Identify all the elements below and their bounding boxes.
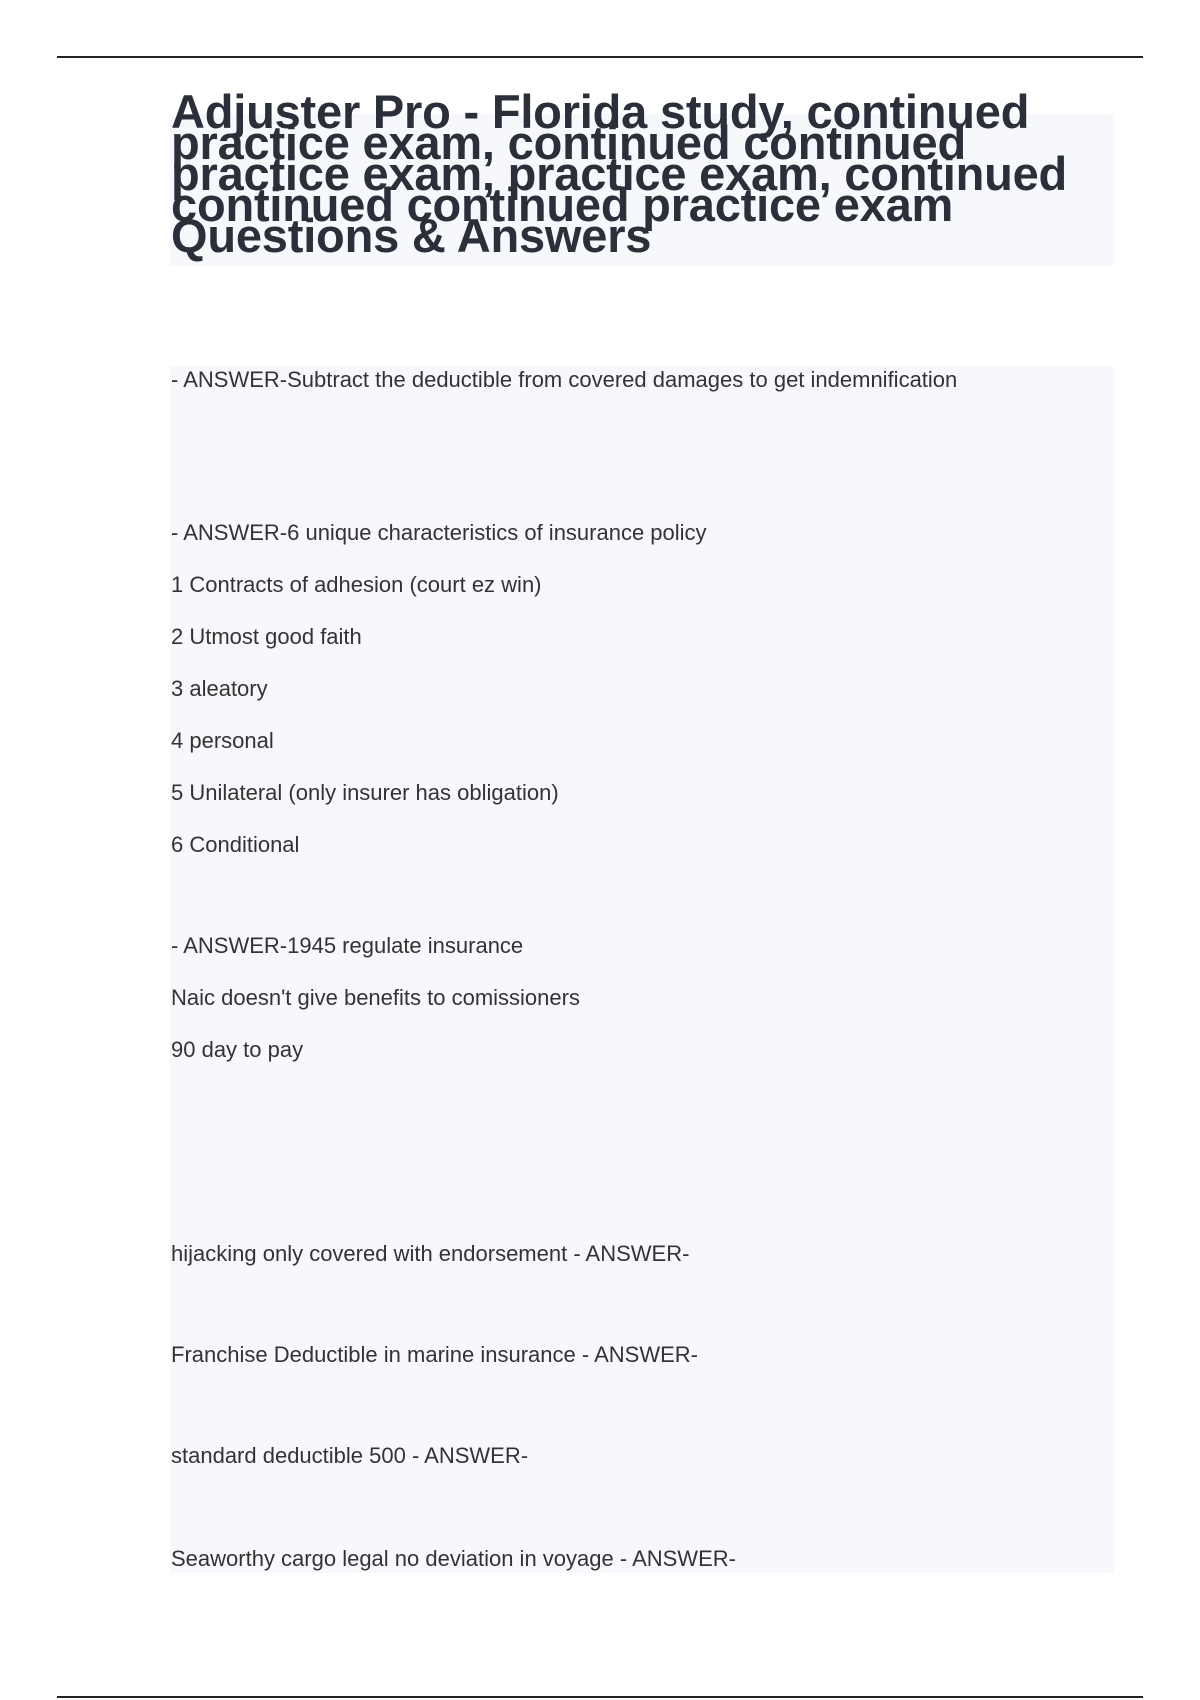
list-item: 4 personal: [171, 728, 274, 753]
question-line: Franchise Deductible in marine insurance - ANSWER-: [171, 1342, 698, 1367]
bottom-rule: [57, 1696, 1143, 1698]
list-item: 3 aleatory: [171, 676, 268, 701]
top-rule: [57, 56, 1143, 58]
answer-line: Naic doesn't give benefits to comissioners: [171, 985, 580, 1010]
answer-line: - ANSWER-6 unique characteristics of insurance policy: [171, 520, 707, 545]
answer-line: 90 day to pay: [171, 1037, 304, 1062]
question-line: Seaworthy cargo legal no deviation in voyage - ANSWER-: [171, 1546, 736, 1571]
question-line: standard deductible 500 - ANSWER-: [171, 1443, 529, 1468]
answer-line: - ANSWER-Subtract the deductible from covered damages to get indemnification: [171, 367, 958, 392]
list-item: 2 Utmost good faith: [171, 624, 362, 649]
document-title: Adjuster Pro - Florida study, continued practice exam, continued continued practice exam, practice exam, continued continued continued practice exam Questions & Answers: [171, 85, 1068, 262]
list-item: 6 Conditional: [171, 832, 300, 857]
question-line: hijacking only covered with endorsement - ANSWER-: [171, 1241, 690, 1266]
list-item: 1 Contracts of adhesion (court ez win): [171, 572, 542, 597]
content-highlight: [170, 366, 1114, 1573]
list-item: 5 Unilateral (only insurer has obligation): [171, 780, 559, 805]
answer-line: - ANSWER-1945 regulate insurance: [171, 933, 524, 958]
